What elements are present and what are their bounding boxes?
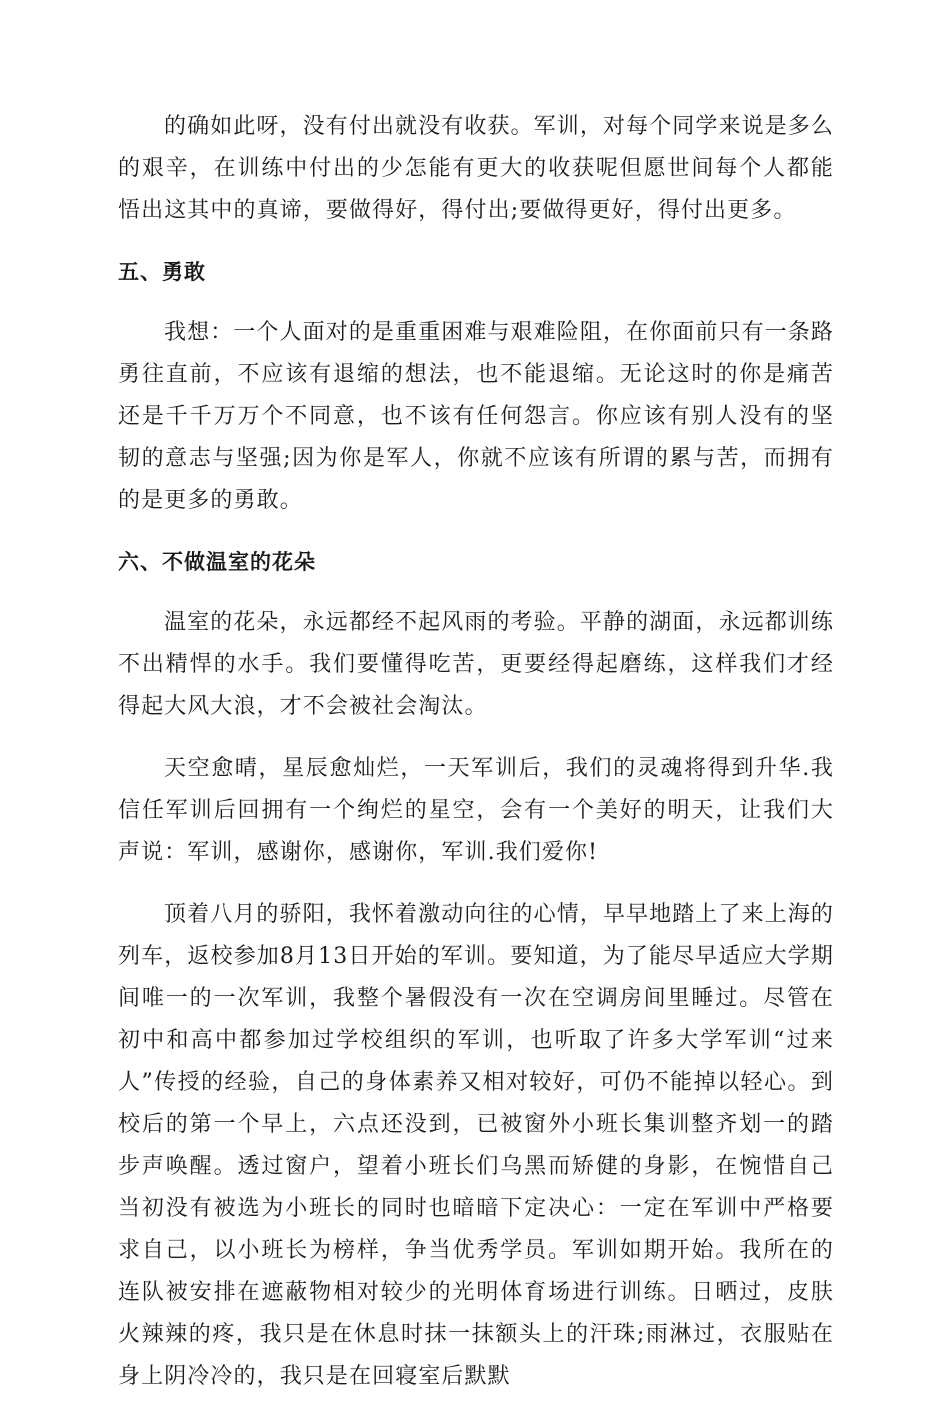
paragraph-effort: 的确如此呀，没有付出就没有收获。军训，对每个同学来说是多么的艰辛，在训练中付出的少怎能有更大的收获呢但愿世间每个人都能悟出这其中的真谛，要做得好，得付出;要做得更好，得付出更多。 bbox=[118, 114, 834, 223]
section-heading-greenhouse: 六、不做温室的花朵 bbox=[118, 550, 316, 574]
paragraph-courage: 我想：一个人面对的是重重困难与艰难险阻，在你面前只有一条路勇往直前，不应该有退缩的想法，也不能退缩。无论这时的你是痛苦还是千千万万个不同意，也不该有任何怨言。你应该有别人没有的坚韧的意志与坚强;因为你是军人，你就不应该有所谓的累与苦，而拥有的是更多的勇敢。 bbox=[118, 320, 834, 513]
paragraph-greenhouse: 温室的花朵，永远都经不起风雨的考验。平静的湖面，永远都训练不出精悍的水手。我们要懂得吃苦，更要经得起磨练，这样我们才经得起大风大浪，才不会被社会淘汰。 bbox=[118, 610, 834, 719]
document-page bbox=[118, 106, 834, 1418]
paragraph-starry-sky: 天空愈晴，星辰愈灿烂，一天军训后，我们的灵魂将得到升华.我信任军训后回拥有一个绚烂的星空，会有一个美好的明天，让我们大声说：军训，感谢你，感谢你，军训.我们爱你! bbox=[118, 756, 834, 865]
section-heading-courage: 五、勇敢 bbox=[118, 260, 206, 284]
paragraph-military-training: 顶着八月的骄阳，我怀着激动向往的心情，早早地踏上了来上海的列车，返校参加8月13日开始的军训。要知道，为了能尽早适应大学期间唯一的一次军训，我整个暑假没有一次在空调房间里睡过。尽管在初中和高中都参加过学校组织的军训，也听取了许多大学军训“过来人”传授的经验，自己的身体素养又相对较好，可仍不能掉以轻心。到校后的第一个早上，六点还没到，已被窗外小班长集训整齐划一的踏步声唤醒。透过窗户，望着小班长们乌黑而矫健的身影，在惋惜自己当初没有被选为小班长的同时也暗暗下定决心：一定在军训中严格要求自己，以小班长为榜样，争当优秀学员。军训如期开始。我所在的连队被安排在遮蔽物相对较少的光明体育场进行训练。日晒过，皮肤火辣辣的疼，我只是在休息时抹一抹额头上的汗珠;雨淋过，衣服贴在身上阴冷冷的，我只是在回寝室后默默 bbox=[118, 902, 834, 1389]
